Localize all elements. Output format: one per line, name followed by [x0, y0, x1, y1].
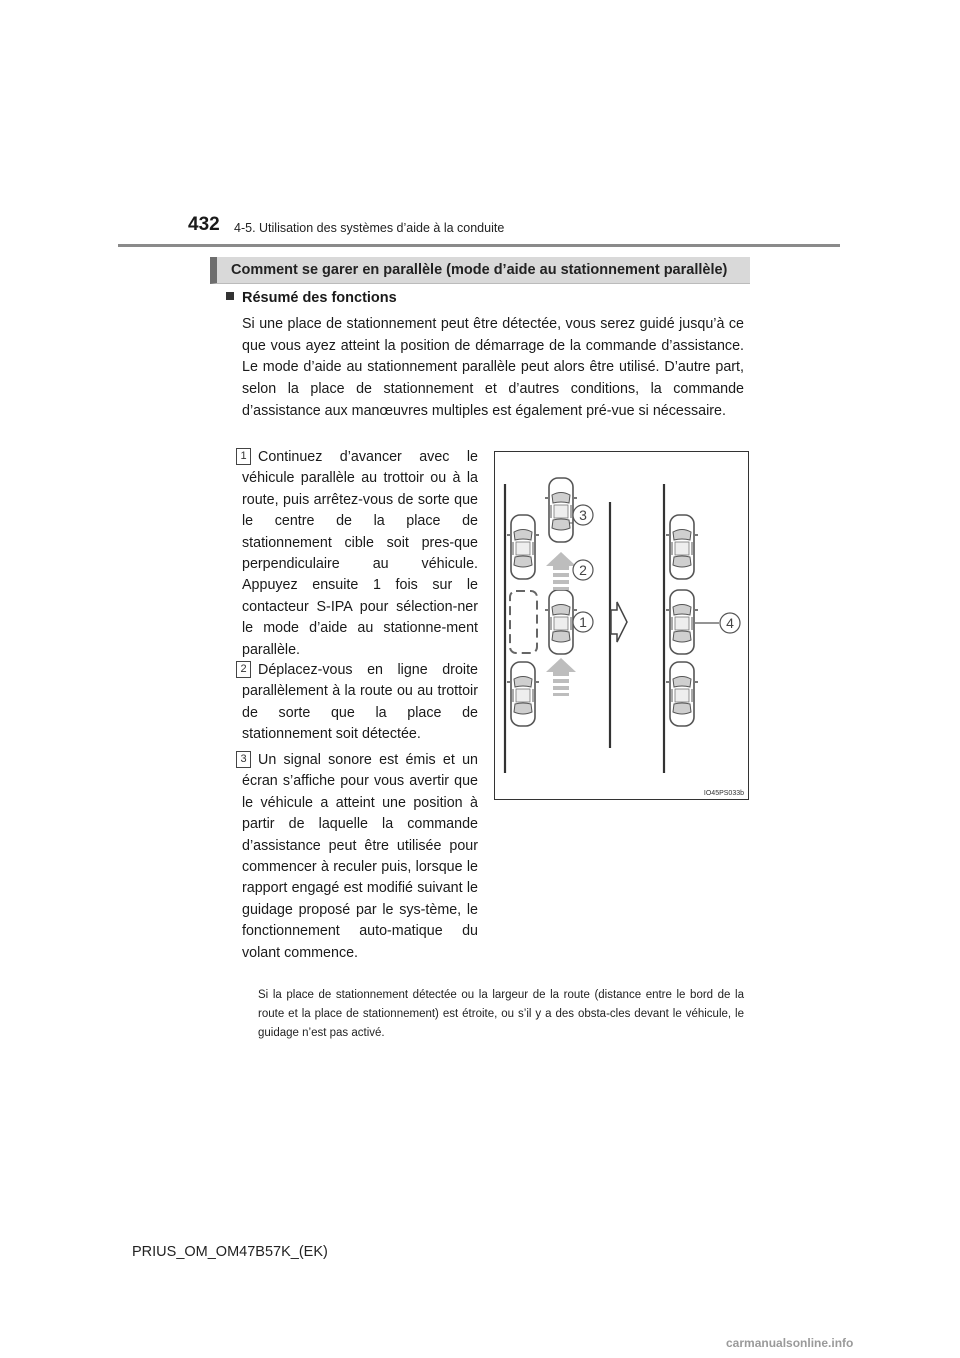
parked-car-right-top — [666, 515, 698, 579]
callout-1 — [573, 612, 593, 632]
summary-intro: Si une place de stationnement peut être détectée, vous serez guidé jusqu’à ce que vous ayez atteint la position de démarrage de la commande d’assistance. Le mode d’aide au stationnement parallèle peut alors être utilisé. D’autre part, selon la place de stationnement et d’autres conditions, la commande d’assistance aux manœuvres multiples est également pré-vue si nécessaire. — [242, 316, 744, 419]
parked-car-right-middle — [666, 590, 698, 654]
forward-arrow-lower — [546, 658, 576, 696]
car-position-1 — [545, 590, 577, 654]
parking-diagram-svg — [495, 452, 748, 799]
step-text-3-content: Un signal sonore est émis et un écran s’affiche pour vous avertir que le véhicule a atteint une position à partir de laquelle la commande d’assistance peut être utilisée pour commencer à reculer puis, lorsque le rapport engagé est modifié suivant le guidage proposé par le sys-tème, le fonctionnement auto-matique du volant commence. — [242, 752, 478, 961]
callout-3 — [573, 505, 593, 525]
square-bullet-icon — [226, 292, 234, 300]
header-divider — [118, 244, 840, 247]
parked-car-left-top — [507, 515, 539, 579]
summary-heading-text: Résumé des fonctions — [242, 290, 397, 306]
forward-arrow-upper — [546, 552, 576, 590]
section-header: 4-5. Utilisation des systèmes d’aide à la conduite — [234, 221, 505, 235]
step-number-2: 2 — [236, 661, 251, 678]
parked-car-right-bottom — [666, 662, 698, 726]
watermark: carmanualsonline.info — [726, 1336, 854, 1350]
footer-doc-id: PRIUS_OM_OM47B57K_(EK) — [132, 1244, 328, 1260]
section-title-band — [210, 257, 750, 284]
sensing-direction-arrow — [611, 602, 627, 642]
target-parking-space — [510, 591, 537, 653]
page-number: 432 — [188, 214, 220, 235]
step-number-1: 1 — [236, 448, 251, 465]
callout-4 — [720, 613, 740, 633]
step-number-3: 3 — [236, 751, 251, 768]
parked-car-left-bottom — [507, 662, 539, 726]
callout-2 — [573, 560, 593, 580]
step-text-1-content: Continuez d’avancer avec le véhicule parallèle au trottoir ou à la route, puis arrêtez-vous de sorte que le centre de la place de stationnement cible soit pres-que perpendiculaire au véhicule. Appuyez ensuite 1 fois sur le contacteur S-IPA pour sélection-ner le mode d’aide au stationne-ment parallèle. — [242, 449, 478, 658]
summary-heading — [226, 290, 397, 306]
step-text-2 — [242, 660, 478, 746]
step-text-1 — [242, 447, 478, 661]
svg-text:3: 3 — [579, 507, 587, 523]
parking-diagram — [494, 451, 749, 800]
step-text-3 — [242, 750, 478, 964]
svg-text:4: 4 — [726, 615, 734, 631]
step-text-2-content: Déplacez-vous en ligne droite parallèlement à la route ou au trottoir de sorte que la place de stationnement soit détectée. — [242, 662, 478, 743]
svg-text:1: 1 — [579, 614, 587, 630]
note-text: Si la place de stationnement détectée ou la largeur de la route (distance entre le bord de la route et la place de stationnement) est étroite, ou s’il y a des obsta-cles devant le véhicule, le guidage n’est pas activé. — [258, 989, 744, 1040]
car-position-3 — [545, 478, 577, 542]
svg-text:2: 2 — [579, 562, 587, 578]
figure-code: IO45PS033b — [703, 790, 744, 797]
section-title: Comment se garer en parallèle (mode d’aide au stationnement parallèle) — [231, 262, 728, 278]
